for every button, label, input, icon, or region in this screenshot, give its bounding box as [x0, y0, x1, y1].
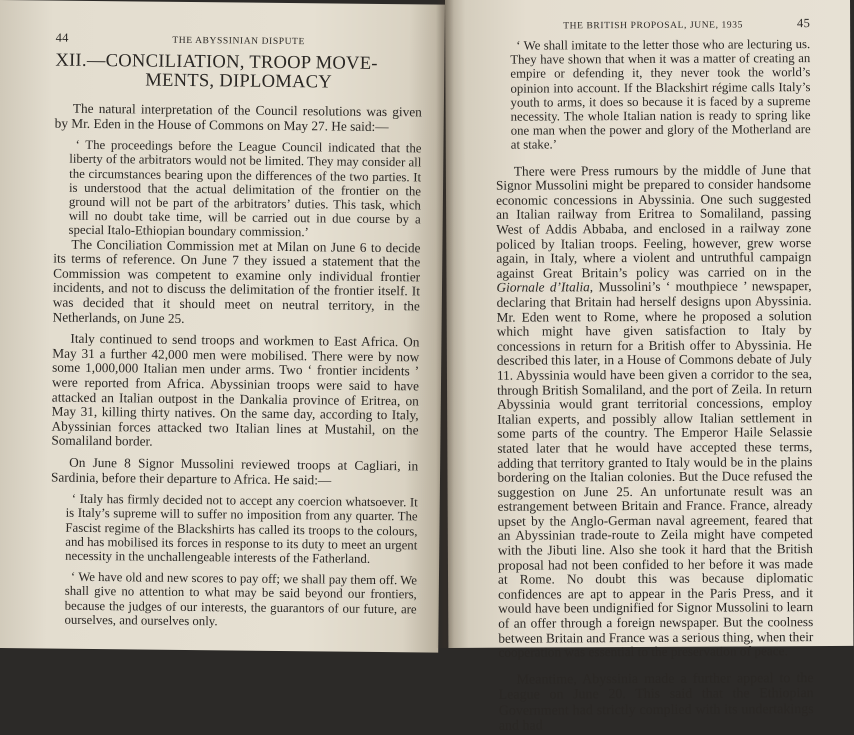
paragraph	[496, 163, 814, 661]
right-page	[445, 0, 853, 735]
book-gutter	[436, 0, 454, 648]
chapter-title-line2: MENTS, DIPLOMACY	[145, 70, 333, 93]
right-running-title: THE BRITISH PROPOSAL, JUNE, 1935	[563, 20, 743, 32]
left-running-head	[56, 31, 423, 50]
left-running-title: THE ABYSSINIAN DISPUTE	[172, 35, 305, 48]
paragraph: The Conciliation Commission met at Milan on June 6 to decide its terms of reference. On June 7 they issued a statement that the Commission was competent to examine only individual frontier incidents, and not to discuss the delimitation of the frontier itself. It was decided that it should meet on neutral territory, in the Netherlands, on June 25.	[52, 236, 421, 326]
chapter-title-line1: XII.—CONCILIATION, TROOP MOVE-	[55, 50, 378, 74]
paragraph: The natural interpretation of the Council resolutions was given by Mr. Eden in the House of Commons on May 27. He said:—	[54, 100, 422, 134]
paragraph-text: , Mussolini’s ‘ mouthpiece ’ newspaper, declaring that Britain had herself designs upon Abyssinia. Mr. Eden went to Rome, where he proposed a solution which might have given satisfaction to Italy by concessions in return for a British offer to Abyssinia. He described this later, in a House of Commons debate of July 11. Abyssinia would have been given a corridor to the sea, through British Somaliland, and the port of Zeila. In return Abyssinia would grant territorial concessions, employ Italian experts, and possibly allow Italian settlement in some parts of the country. The Emperor Haile Selassie stated later that he would have accepted these terms, adding that territory granted to Italy would be in the plains bordering on the Italian colonies. But the Duce refused the suggestion on June 25. An unfortunate result was an estrangement between Britain and France. France, already upset by the Anglo-German naval agreement, feared that an Abyssinian trade-route to Zeila might have competed with the Jibuti line. Also she took it hard that the British proposal had not been confided to her before it was made at Rome. No doubt this was because diplomatic confidences are apt to appear in the Paris Press, and it would have been undignified for Signor Mussolini to learn of an offer through a foreign newspaper. But the coolness between Britain and France was a serious thing, when their cooperation was essential to the preservation of peace.	[496, 278, 814, 660]
left-page	[0, 0, 445, 653]
left-page-number: 44	[55, 30, 69, 45]
right-running-head	[495, 16, 810, 33]
paragraph-text: There were Press rumours by the middle of June that Signor Mussolini might be prepared to consider handsome economic concessions in Abyssinia. One such suggested an Italian railway from Eritrea to Somaliland, passing West of Addis Abbaba, and enclosed in a railway zone policed by Italian troops. Feeling, however, grew worse again, in Italy, where a violent and untruthful campaign against Great Britain’s policy was carried on in the	[495, 161, 812, 281]
paragraph: On June 8 Signor Mussolini reviewed troops at Cagliari, in Sardinia, before their departure to Africa. He said:—	[50, 454, 419, 488]
block-quote: ‘ We shall imitate to the letter those who are lecturing us. They have shown that when it was a matter of creating an empire or defending it, they never took the world’s opinion into account. If the Blackshirt régime calls Italy’s youth to arms, it does so because it is faced by a supreme necessity. The whole Italian nation is ready to spring like one man when the power and glory of the Motherland are at stake.’	[510, 37, 811, 153]
paragraph: Meantime, Abyssinia made a further appeal to the League on June 20. This said that the Ethiopian Government had strictly complied with its undertakings and had	[498, 670, 814, 735]
right-page-number: 45	[796, 16, 811, 31]
chapter-title	[55, 52, 422, 94]
block-quote: ‘ Italy has firmly decided not to accept any coercion whatsoever. It is Italy’s supreme will to suffer no imposition from any quarter. The Fascist regime of the Blackshirts has called its troops to the colours, and has mobilised its forces in response to its duty to meet an urgent necessity in the unchallengeable interests of the Fatherland.	[65, 491, 418, 566]
block-quote: ‘ We have old and new scores to pay off; we shall pay them off. We shall give no attention to what may be said beyond our frontiers, because the judges of our interests, the guarantors of our future, are ourselves, and ourselves only.	[64, 569, 418, 629]
block-quote: ‘ The proceedings before the League Council indicated that the liberty of the arbitrators would not be limited. They may consider all the circumstances bearing upon the differences of the two parties. It is understood that the actual delimitation of the frontier on the ground will not be part of the arbitrators’ duties. This task, which will no doubt take time, will be carried out in due course by a special Italo-Ethiopian boundary commission.’	[68, 137, 422, 240]
paragraph: Italy continued to send troops and workmen to East Africa. On May 31 a further 42,000 men were mobilised. There were by now some 1,000,000 Italian men under arms. Two ‘ frontier incidents ’ were reported from Africa. Abyssinian troops were said to have attacked an Italian outpost in the Dankalia province of Eritrea, on May 31, killing thirty natives. On the same day, according to Italy, Abyssinian forces attacked two Italian lines at Mustahil, on the Somaliland border.	[51, 330, 420, 449]
newspaper-title: Giornale d’Italia	[496, 279, 590, 296]
